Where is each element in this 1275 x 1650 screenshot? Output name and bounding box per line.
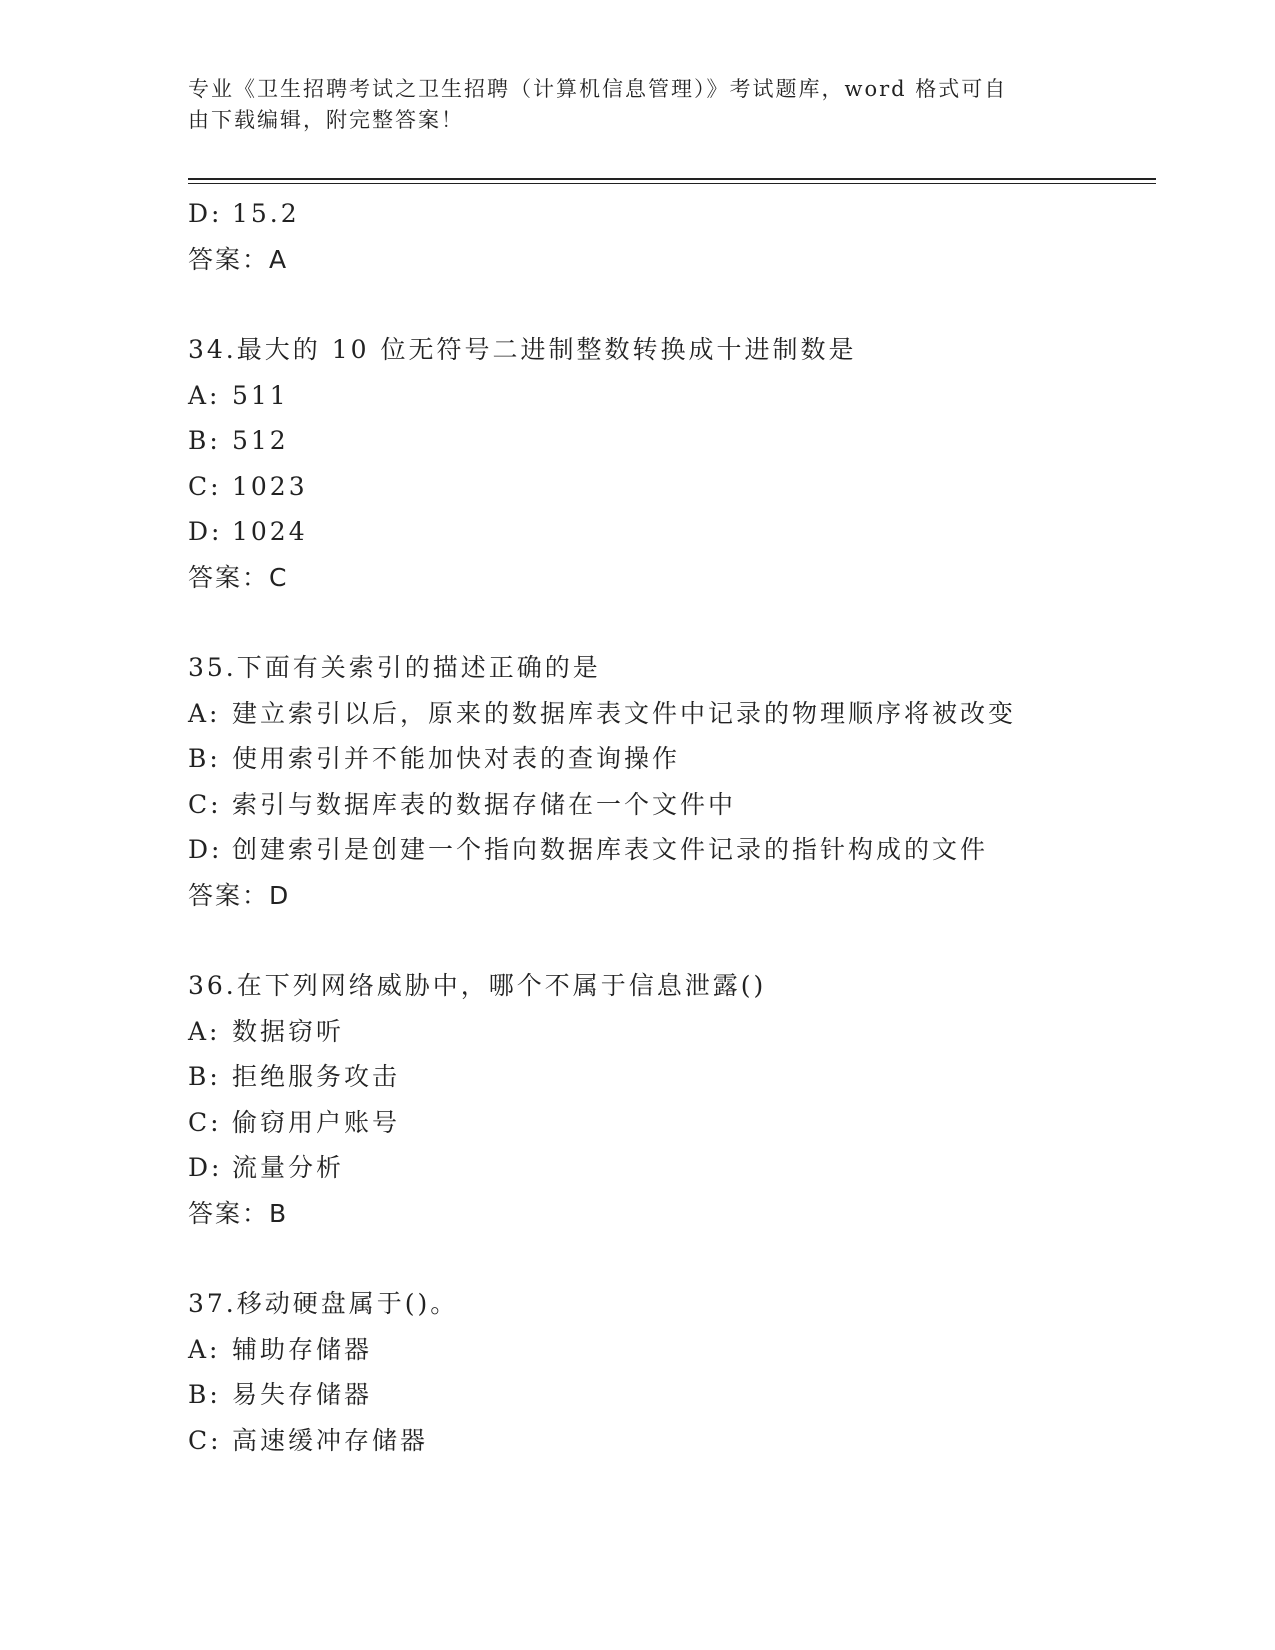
option-row bbox=[188, 1418, 1156, 1464]
option-key: B: bbox=[188, 426, 221, 455]
option-key: C: bbox=[188, 1107, 222, 1137]
option-text: 索引与数据库表的数据存储在一个文件中 bbox=[232, 789, 737, 819]
question-stem: 34.最大的 10 位无符号二进制整数转换成十进制数是 bbox=[188, 335, 857, 364]
option-key: A: bbox=[188, 380, 221, 410]
option-row bbox=[188, 1372, 1156, 1418]
option-key: A: bbox=[188, 1334, 221, 1364]
answer-line: 答案：B bbox=[188, 1198, 289, 1228]
option-key: A: bbox=[188, 1016, 221, 1046]
option-text: 数据窃听 bbox=[232, 1016, 345, 1046]
option-key: D: bbox=[188, 199, 223, 228]
spacer bbox=[188, 918, 1156, 963]
spacer bbox=[188, 1236, 1156, 1281]
option-text: 偷窃用户账号 bbox=[232, 1107, 401, 1137]
answer-line: 答案：A bbox=[188, 244, 289, 274]
option-text: 拒绝服务攻击 bbox=[232, 1062, 401, 1091]
question-stem: 37.移动硬盘属于()。 bbox=[188, 1289, 459, 1318]
option-row bbox=[188, 464, 1156, 510]
option-text: 使用索引并不能加快对表的查询操作 bbox=[232, 744, 681, 773]
option-key: D: bbox=[188, 1153, 223, 1182]
option-key: D: bbox=[188, 835, 223, 864]
option-row bbox=[188, 1054, 1156, 1100]
option-key: D: bbox=[188, 517, 223, 546]
option-text: 512 bbox=[232, 426, 289, 455]
option-key: B: bbox=[188, 1062, 221, 1091]
option-row bbox=[188, 782, 1156, 828]
option-text: 1023 bbox=[232, 471, 308, 501]
option-text: 易失存储器 bbox=[232, 1380, 373, 1409]
option-text: 建立索引以后，原来的数据库表文件中记录的物理顺序将被改变 bbox=[232, 698, 1017, 728]
answer-line: 答案：C bbox=[188, 562, 289, 592]
option-row bbox=[188, 191, 1156, 237]
option-text: 流量分析 bbox=[232, 1153, 345, 1182]
spacer bbox=[188, 282, 1156, 327]
option-row bbox=[188, 1145, 1156, 1191]
option-key: B: bbox=[188, 744, 221, 773]
question-stem: 36.在下列网络威胁中，哪个不属于信息泄露() bbox=[188, 971, 767, 1000]
header-rule-thin bbox=[188, 183, 1156, 184]
option-row bbox=[188, 736, 1156, 782]
option-row bbox=[188, 509, 1156, 555]
option-key: C: bbox=[188, 471, 222, 501]
option-text: 511 bbox=[232, 380, 289, 410]
option-text: 创建索引是创建一个指向数据库表文件记录的指针构成的文件 bbox=[232, 835, 989, 864]
header-rule-thick bbox=[188, 178, 1156, 180]
option-text: 1024 bbox=[232, 517, 308, 546]
option-row bbox=[188, 418, 1156, 464]
option-key: C: bbox=[188, 1425, 222, 1455]
option-key: B: bbox=[188, 1380, 221, 1409]
option-key: C: bbox=[188, 789, 222, 819]
option-text: 15.2 bbox=[232, 199, 300, 228]
option-text: 辅助存储器 bbox=[232, 1334, 373, 1364]
option-key: A: bbox=[188, 698, 221, 728]
answer-line: 答案：D bbox=[188, 880, 291, 910]
question-list bbox=[188, 191, 1156, 1463]
page-header bbox=[188, 74, 1068, 136]
header-line-2: 由下载编辑，附完整答案！ bbox=[188, 108, 464, 132]
option-row bbox=[188, 1327, 1156, 1373]
option-row bbox=[188, 373, 1156, 419]
question-stem: 35.下面有关索引的描述正确的是 bbox=[188, 653, 601, 682]
header-line-1: 专业《卫生招聘考试之卫生招聘（计算机信息管理）》考试题库，word 格式可自 bbox=[188, 77, 1008, 101]
spacer bbox=[188, 600, 1156, 645]
option-text: 高速缓冲存储器 bbox=[232, 1425, 429, 1455]
option-row bbox=[188, 1009, 1156, 1055]
option-row bbox=[188, 827, 1156, 873]
option-row bbox=[188, 1100, 1156, 1146]
option-row bbox=[188, 691, 1156, 737]
